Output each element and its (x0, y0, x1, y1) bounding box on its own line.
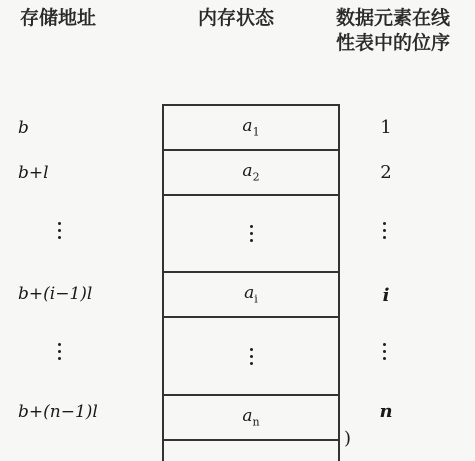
memory-cell-2 (164, 151, 338, 196)
address-ellipsis-1 (58, 222, 61, 239)
address-row-i: b+(i−1)l (18, 284, 93, 304)
closing-brace-fragment: ) (344, 428, 352, 449)
memory-table (162, 104, 340, 461)
element-a1: $a_1$ (242, 116, 260, 139)
memory-ellipsis-1 (250, 225, 253, 242)
position-row-2: 2 (380, 162, 392, 183)
header-storage-address: 存储地址 (20, 7, 97, 29)
position-row-n: n (379, 401, 393, 422)
memory-cell-n (164, 396, 338, 441)
element-a2: $a_2$ (242, 161, 260, 184)
memory-cell-1 (164, 106, 338, 151)
memory-ellipsis-2 (250, 348, 253, 365)
memory-cell-ellipsis-1 (164, 196, 338, 273)
address-row-2: b+l (18, 163, 49, 183)
header-memory-state: 内存状态 (198, 7, 275, 29)
element-ai: $a_i$ (244, 283, 258, 306)
position-ellipsis-1 (383, 222, 386, 239)
address-row-1: b (18, 118, 29, 138)
position-row-i: i (382, 285, 390, 306)
memory-cell-tail (164, 441, 338, 461)
position-row-1: 1 (380, 117, 392, 138)
element-an: $a_n$ (242, 406, 260, 429)
position-ellipsis-2 (383, 343, 386, 360)
memory-cell-i (164, 273, 338, 318)
address-ellipsis-2 (58, 343, 61, 360)
header-position-in-list: 数据元素在线 性表中的位序 (335, 7, 450, 54)
memory-cell-ellipsis-2 (164, 318, 338, 396)
address-row-n: b+(n−1)l (18, 402, 98, 422)
